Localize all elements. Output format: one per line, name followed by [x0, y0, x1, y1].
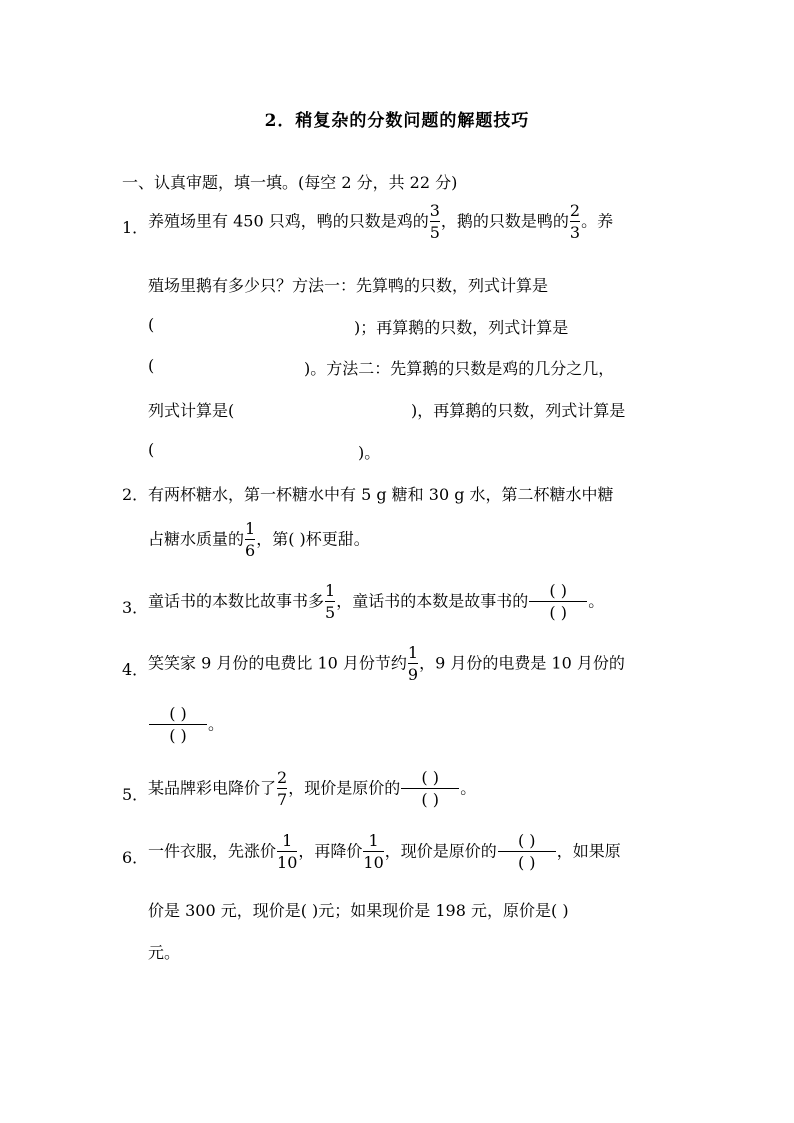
question-1-line-5: 列式计算是( )，再算鹅的只数，列式计算是: [148, 401, 626, 420]
question-1-line-4: ( )。方法二：先算鹅的只数是鸡的几分之几，: [148, 356, 615, 378]
question-number: 2．: [122, 485, 149, 504]
fraction: $\frac{1}{9}$: [407, 643, 419, 684]
question-6-line-1: 6． 一件衣服，先涨价 $\frac{1}{10}$ ，再降价 $\frac{1}{10}$ ，现价是原价的 $\frac{( )}{( )}$ ，如果原: [122, 831, 621, 872]
answer-fraction-blank[interactable]: $\frac{( )}{( )}$: [149, 706, 207, 744]
question-text: 养殖场里有 450 只鸡，鸭的只数是鸡的: [148, 211, 429, 231]
fraction: $\frac{1}{6}$: [245, 519, 256, 560]
answer-fraction-blank[interactable]: $\frac{( )}{( )}$: [498, 833, 556, 871]
question-text: 。养: [581, 211, 614, 231]
question-4-line-2: $\frac{( )}{( )}$ 。: [0, 718, 794, 748]
question-2-line-2: 占糖水质量的 $\frac{1}{6}$ ，第( )杯更甜。: [148, 519, 370, 560]
question-number: 4．: [122, 660, 149, 679]
page-title: 2．稍复杂的分数问题的解题技巧: [264, 111, 530, 131]
fraction: $\frac{1}{5}$: [325, 581, 336, 622]
question-1-line-6: ( )。: [148, 440, 381, 462]
question-4-line-1: 4． 笑笑家 9 月份的电费比 10 月份节约 $\frac{1}{9}$ ，9 月份的电费是 10 月份的: [122, 643, 625, 684]
question-number: 3．: [122, 598, 149, 617]
question-2-line-1: 2． 有两杯糖水，第一杯糖水中有 5 g 糖和 30 g 水，第二杯糖水中糖: [0, 482, 794, 512]
fraction: $\frac{1}{10}$: [363, 831, 384, 872]
question-1-line-1: [0, 201, 794, 245]
question-number: 5．: [122, 785, 149, 804]
question-6-line-3: 元。: [148, 943, 181, 962]
question-number: 6．: [122, 848, 149, 867]
answer-blank-open[interactable]: (: [148, 440, 155, 459]
question-text: ，鹅的只数是鸭的: [440, 211, 569, 231]
section-heading: 一、认真审题，填一填。(每空 2 分，共 22 分): [122, 173, 458, 192]
fraction: $\frac{1}{10}$: [277, 831, 298, 872]
answer-fraction-blank[interactable]: $\frac{( )}{( )}$: [401, 770, 459, 808]
answer-blank-open[interactable]: (: [148, 315, 155, 334]
answer-fraction-blank[interactable]: $\frac{( )}{( )}$: [529, 583, 587, 621]
question-5: 5． 某品牌彩电降价了 $\frac{2}{7}$ ，现价是原价的 $\frac{( )}{( )}$ 。: [122, 768, 477, 809]
fraction: $\frac{2}{7}$: [277, 768, 288, 809]
question-1-line-2: 殖场里鹅有多少只？方法一：先算鸭的只数，列式计算是: [148, 276, 549, 295]
question-number: 1．: [122, 218, 149, 237]
fraction: $\frac{3}{5}$: [429, 201, 440, 242]
question-6-line-2: 价是 300 元，现价是( )元；如果现价是 198 元，原价是( ): [148, 901, 569, 920]
answer-blank-open[interactable]: (: [148, 356, 155, 375]
question-1-line-3: ( )；再算鹅的只数，列式计算是: [148, 315, 569, 337]
fraction: $\frac{2}{3}$: [569, 201, 581, 242]
question-3: 3． 童话书的本数比故事书多 $\frac{1}{5}$ ，童话书的本数是故事书的 $\frac{( )}{( )}$ 。: [122, 581, 605, 622]
